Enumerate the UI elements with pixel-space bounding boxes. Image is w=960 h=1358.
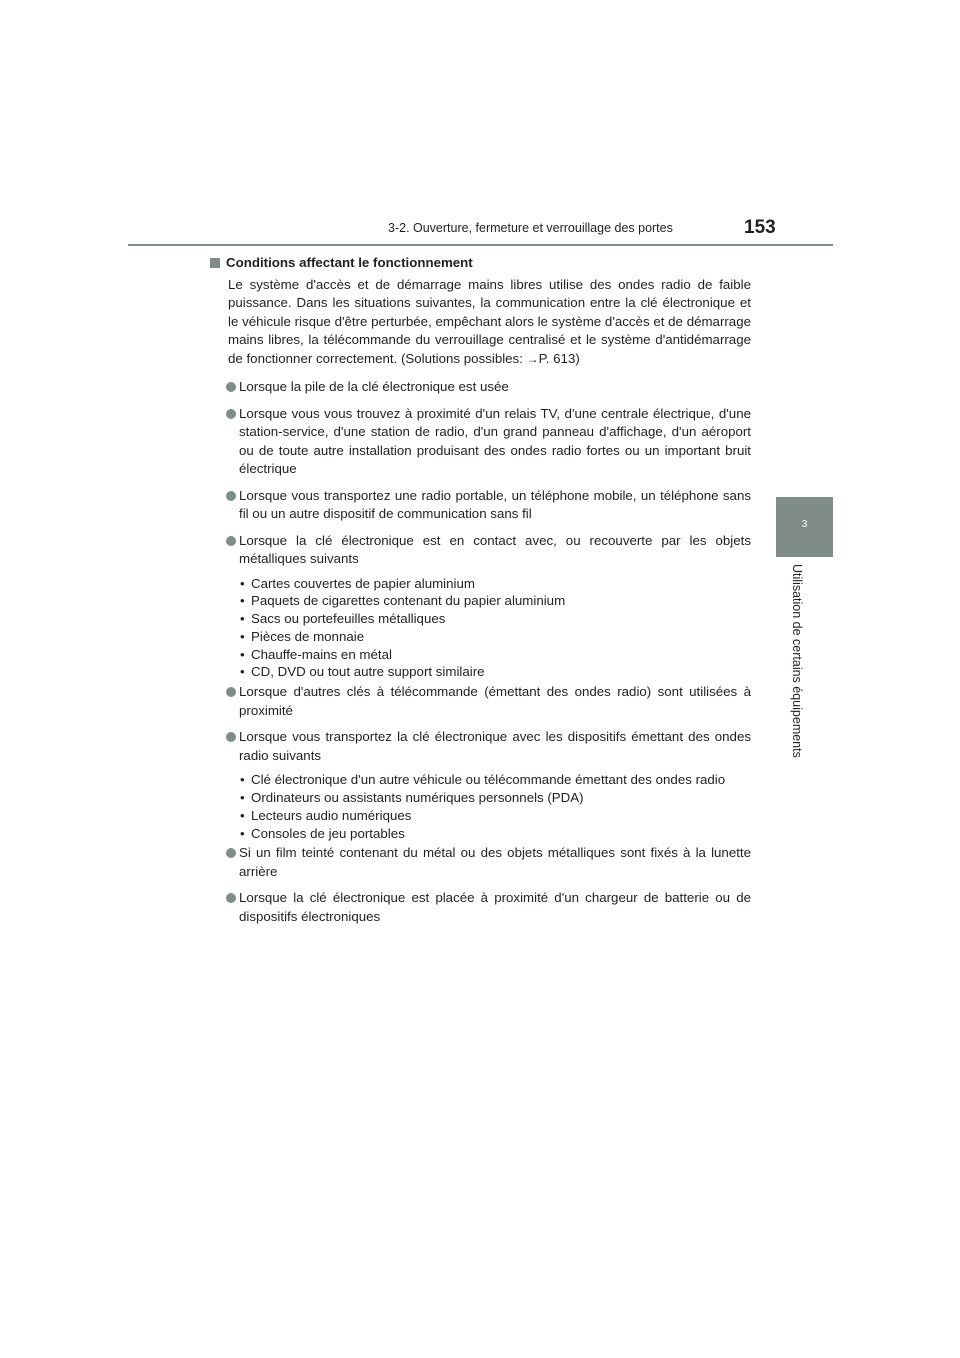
square-icon [210, 258, 220, 268]
header-section-title: 3-2. Ouverture, fermeture et verrouillage des portes [388, 221, 673, 235]
header-divider [128, 244, 833, 246]
list-item [211, 487, 751, 524]
sub-list-item [211, 807, 751, 825]
list-item [211, 532, 751, 569]
sub-list-item-text: Consoles de jeu portables [251, 825, 405, 841]
sub-list-item [211, 646, 751, 664]
intro-text: Le système d'accès et de démarrage mains libres utilise des ondes radio de faible puissance. Dans les situations suivantes, la communication entre la clé électronique et le véhicule risque d'être perturbée, empêchant alors le système d'accès et de démarrage mains libres, la télécommande du verrouillage centralisé et le système d'antidémarrage de fonctionner correctement. (Solutions possibles: [228, 276, 751, 366]
bullet-circle-icon [226, 491, 236, 501]
list-item [211, 728, 751, 765]
intro-paragraph [228, 276, 751, 369]
list-item-text: Lorsque d'autres clés à télécommande (émettant des ondes radio) sont utilisées à proximité [239, 684, 751, 718]
bullet-circle-icon [226, 732, 236, 742]
bullet-circle-icon [226, 848, 236, 858]
sub-list-item [211, 789, 751, 807]
sub-bullet: • [240, 825, 245, 841]
sub-bullet: • [240, 772, 245, 788]
list-item [211, 378, 751, 397]
sub-list-item [211, 663, 751, 681]
sub-bullet: • [240, 593, 245, 609]
bullet-circle-icon [226, 687, 236, 697]
bullet-circle-icon [226, 893, 236, 903]
sub-list-item [211, 771, 751, 789]
sub-list-item-text: Cartes couvertes de papier aluminium [251, 575, 475, 591]
sub-bullet: • [240, 807, 245, 823]
sub-bullet: • [240, 664, 245, 680]
sub-list-item [211, 825, 751, 843]
list-item-text: Lorsque la clé électronique est placée à proximité d'un chargeur de batterie ou de dispositifs électroniques [239, 890, 751, 924]
chapter-number: 3 [801, 519, 808, 530]
list-item-text: Lorsque vous transportez une radio portable, un téléphone mobile, un téléphone sans fil ou un autre dispositif de communication sans fil [239, 487, 751, 521]
section-heading-text: Conditions affectant le fonctionnement [226, 255, 473, 270]
sublist-container [211, 575, 751, 682]
bullet-circle-icon [226, 382, 236, 392]
sub-list-item-text: Lecteurs audio numériques [251, 807, 412, 823]
sub-list-item-text: Pièces de monnaie [251, 628, 365, 644]
page-number: 153 [744, 217, 776, 238]
sub-list-item-text: Paquets de cigarettes contenant du papier aluminium [251, 593, 566, 609]
chapter-tab [776, 497, 833, 557]
sub-bullet: • [240, 790, 245, 806]
page-reference: P. 613) [538, 350, 580, 366]
sub-bullet: • [240, 575, 245, 591]
sub-list-item [211, 628, 751, 646]
sublist-container [211, 771, 751, 842]
sub-list-item [211, 610, 751, 628]
list-item-text: Lorsque vous vous trouvez à proximité d'un relais TV, d'une centrale électrique, d'une station-service, d'une station de radio, d'un grand panneau d'affichage, d'un aéroport ou de toute autre installation produisant des ondes radio fortes ou un important bruit électrique [239, 405, 751, 476]
list-item [211, 889, 751, 926]
list-item-text: Si un film teinté contenant du métal ou des objets métalliques sont fixés à la lunette arrière [239, 845, 751, 879]
bullet-circle-icon [226, 409, 236, 419]
section-heading [211, 254, 751, 273]
sub-list-item [211, 592, 751, 610]
main-content [211, 254, 751, 934]
metal-objects-list [211, 575, 751, 682]
sub-list-item-text: Chauffe-mains en métal [251, 646, 392, 662]
list-item [211, 683, 751, 720]
sub-list-item-text: CD, DVD ou tout autre support similaire [251, 664, 485, 680]
conditions-list [211, 378, 751, 926]
sub-list-item-text: Ordinateurs ou assistants numériques personnels (PDA) [251, 790, 584, 806]
sub-list-item-text: Clé électronique d'un autre véhicule ou télécommande émettant des ondes radio [251, 772, 726, 788]
radio-devices-list [211, 771, 751, 842]
list-item-text: Lorsque la clé électronique est en contact avec, ou recouverte par les objets métalliques suivants [239, 532, 751, 566]
sub-list-item [211, 575, 751, 593]
bullet-circle-icon [226, 536, 236, 546]
chapter-title: Utilisation de certains équipements [790, 564, 804, 758]
list-item-text: Lorsque la pile de la clé électronique est usée [239, 379, 509, 394]
list-item [211, 405, 751, 479]
sub-bullet: • [240, 646, 245, 662]
arrow-right-icon: → [526, 351, 539, 366]
sub-bullet: • [240, 628, 245, 644]
sub-list-item-text: Sacs ou portefeuilles métalliques [251, 611, 446, 627]
list-item-text: Lorsque vous transportez la clé électronique avec les dispositifs émettant des ondes radio suivants [239, 729, 751, 763]
sub-bullet: • [240, 611, 245, 627]
list-item [211, 844, 751, 881]
